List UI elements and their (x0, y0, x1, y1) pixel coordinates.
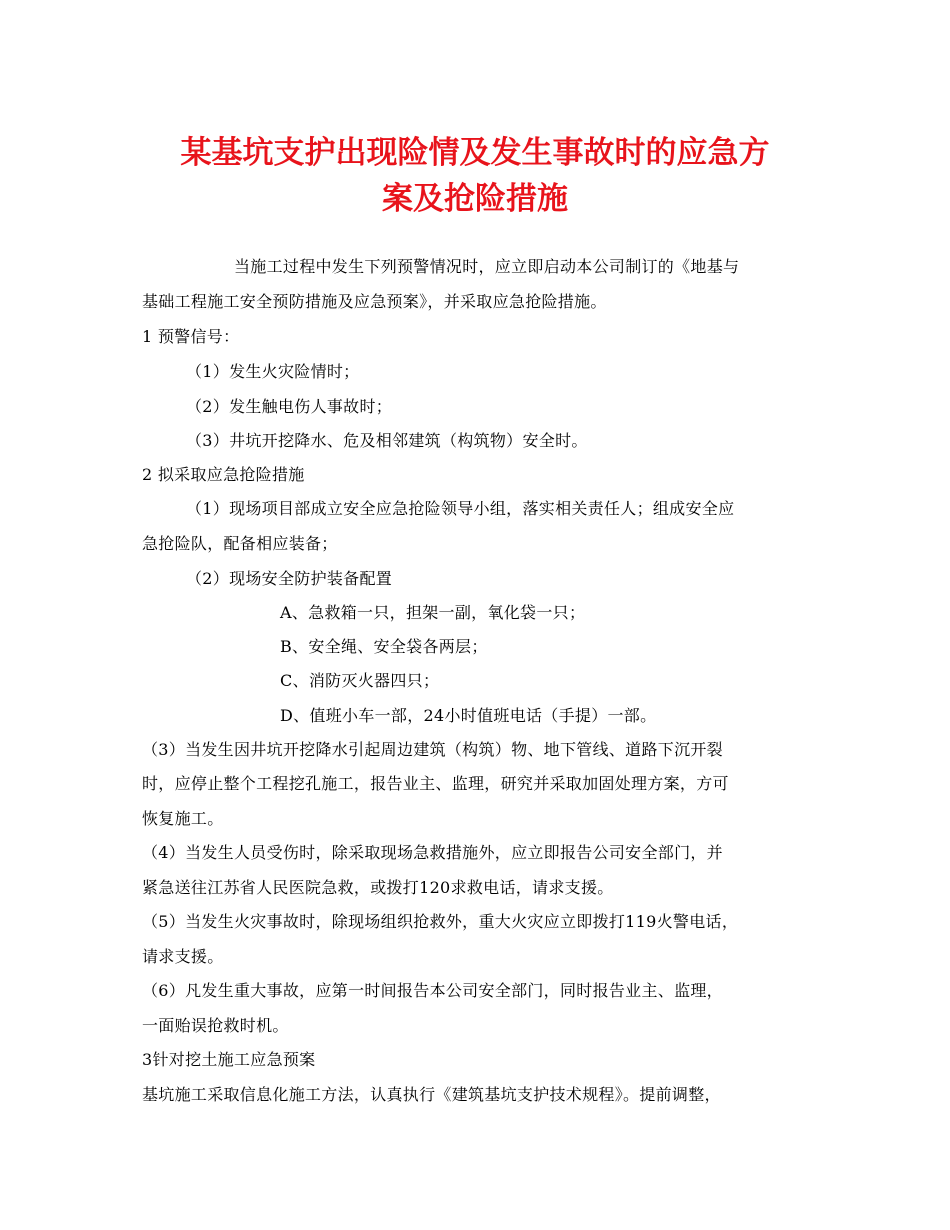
section-heading-2: 2 拟采取应急抢险措施 (142, 465, 305, 484)
paragraph-line: 一面贻误抢救时机。 (142, 1016, 289, 1035)
section-heading-1: 1 预警信号： (142, 327, 240, 346)
sub-list-item: D、值班小车一部，24小时值班电话（手提）一部。 (280, 706, 657, 725)
sub-list-item: B、安全绳、安全袋各两层； (280, 637, 488, 656)
paragraph-line: （6）凡发生重大事故，应第一时间报告本公司安全部门，同时报告业主、监理， (142, 981, 723, 1000)
list-item: （1）现场项目部成立安全应急抢险领导小组，落实相关责任人；组成安全应 (186, 499, 735, 518)
list-item: （3）井坑开挖降水、危及相邻建筑（构筑物）安全时。 (186, 431, 588, 450)
paragraph-line: （4）当发生人员受伤时，除采取现场急救措施外，应立即报告公司安全部门，并 (142, 843, 723, 862)
section-heading-3: 3针对挖土施工应急预案 (142, 1050, 316, 1069)
list-item: （1）发生火灾险情时； (186, 362, 360, 381)
paragraph-line: 时，应停止整个工程挖孔施工，报告业主、监理，研究并采取加固处理方案，方可 (142, 774, 729, 793)
sub-list-item: C、消防灭火器四只； (280, 671, 440, 690)
list-item: （2）现场安全防护装备配置 (186, 569, 393, 588)
document-title-line-1: 某基坑支护出现险情及发生事故时的应急方 (180, 135, 770, 171)
document-title-line-2: 案及抢险措施 (382, 181, 568, 217)
paragraph-intro-line-1: 当施工过程中发生下列预警情况时，应立即启动本公司制订的《地基与 (234, 257, 740, 276)
paragraph-line: 紧急送往江苏省人民医院急救，或拨打120求救电话，请求支援。 (142, 878, 614, 897)
paragraph-intro-line-2: 基础工程施工安全预防措施及应急预案》，并采取应急抢险措施。 (142, 292, 607, 311)
sub-list-item: A、急救箱一只，担架一副，氧化袋一只； (280, 603, 586, 622)
list-item: （2）发生触电伤人事故时； (186, 397, 393, 416)
paragraph-line: 请求支援。 (142, 947, 224, 966)
list-item-continuation: 急抢险队，配备相应装备； (142, 534, 338, 553)
paragraph-line: （3）当发生因井坑开挖降水引起周边建筑（构筑）物、地下管线、道路下沉开裂 (142, 740, 723, 759)
paragraph-line: 基坑施工采取信息化施工方法，认真执行《建筑基坑支护技术规程》。提前调整， (142, 1085, 721, 1104)
paragraph-line: 恢复施工。 (142, 809, 224, 828)
paragraph-line: （5）当发生火灾事故时，除现场组织抢救外，重大火灾应立即拨打119火警电话， (142, 912, 739, 931)
